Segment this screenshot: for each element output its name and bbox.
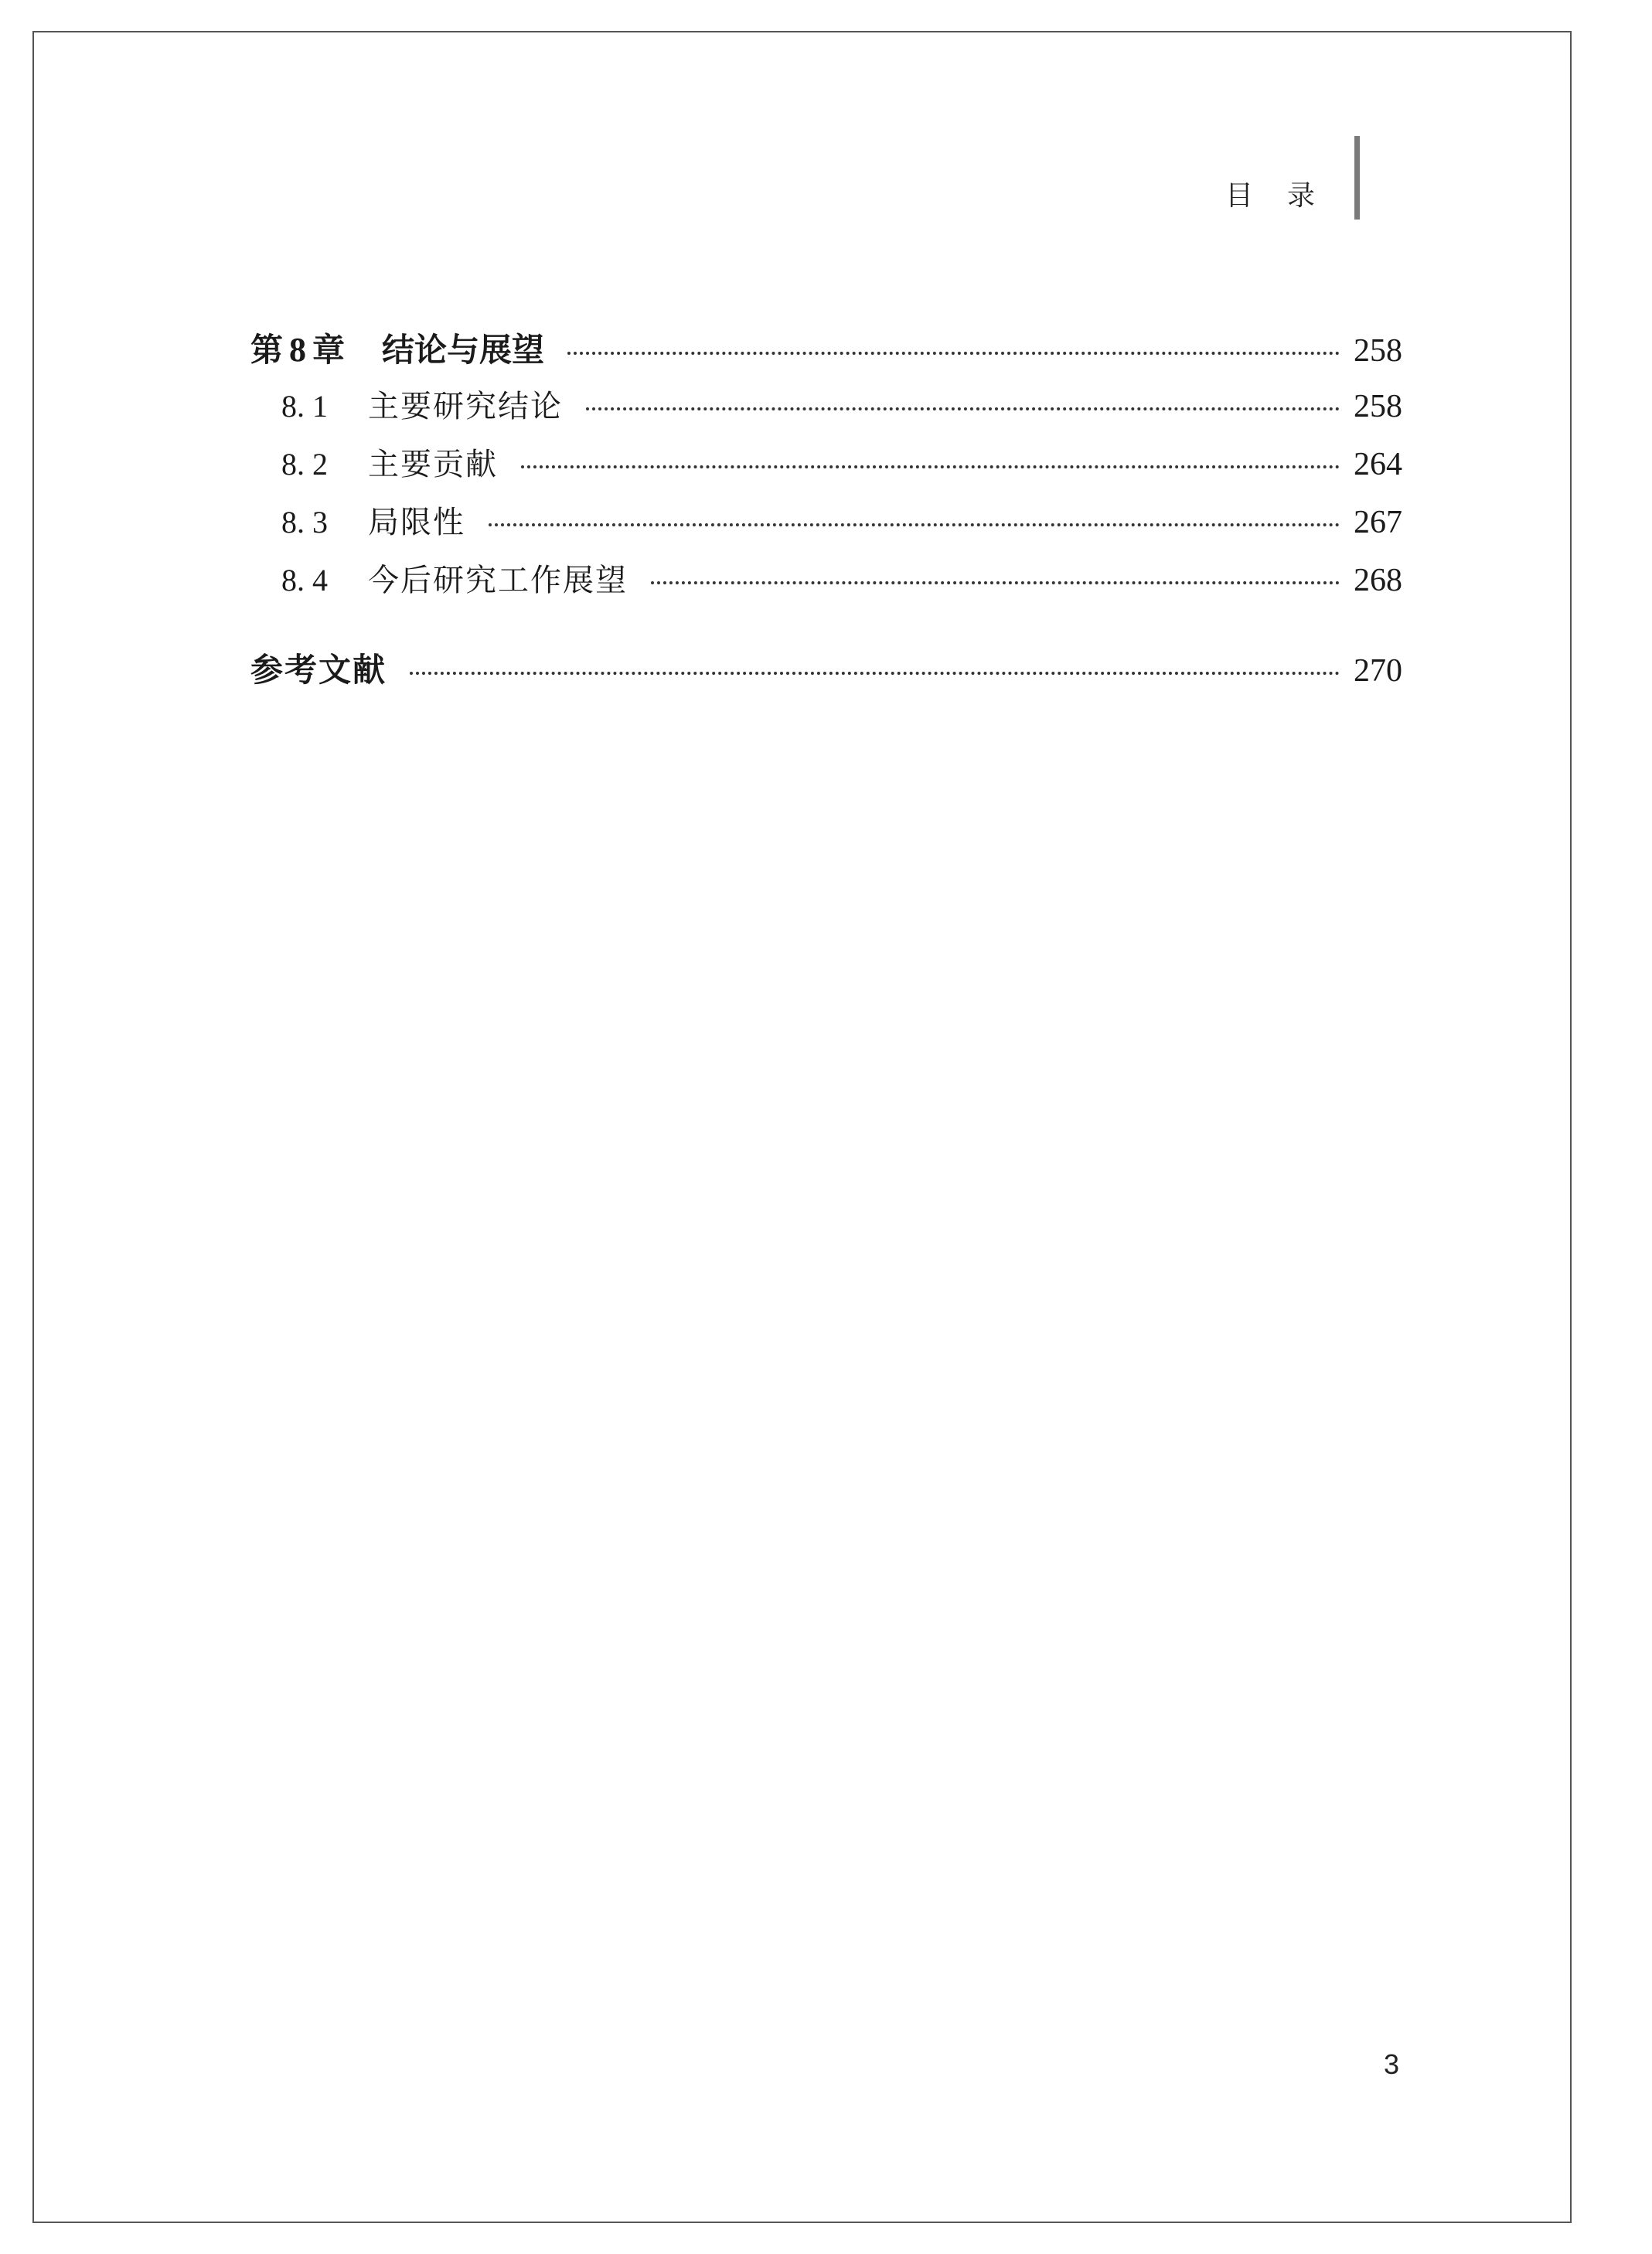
- section-title: 主要贡献: [368, 447, 498, 482]
- section-title: 局限性: [368, 505, 465, 540]
- dot-leader: [521, 465, 1340, 468]
- section-number: 8. 3: [281, 505, 328, 540]
- section-title: 今后研究工作展望: [368, 563, 628, 598]
- chapter-number: 8: [289, 331, 307, 369]
- section-number: 8. 2: [281, 447, 328, 482]
- toc-section-8-3[interactable]: [250, 498, 1402, 556]
- toc-section-8-2[interactable]: [250, 440, 1402, 498]
- toc-section-8-4[interactable]: [250, 556, 1402, 614]
- chapter-label-prefix: 第: [250, 331, 284, 369]
- dot-leader: [651, 581, 1340, 584]
- toc-references[interactable]: [250, 645, 1402, 702]
- dot-leader: [410, 672, 1340, 675]
- references-page-number: 270: [1354, 653, 1402, 689]
- chapter-page-number: 258: [1354, 333, 1402, 369]
- section-number: 8. 4: [281, 563, 328, 598]
- chapter-title: 结论与展望: [382, 331, 545, 369]
- running-header-text: 目录: [1225, 179, 1349, 212]
- dot-leader: [567, 352, 1340, 355]
- references-title: 参考文献: [250, 651, 387, 689]
- section-title: 主要研究结论: [368, 389, 563, 424]
- section-page-number: 264: [1354, 447, 1402, 482]
- table-of-contents: [250, 325, 1402, 702]
- section-page-number: 258: [1354, 389, 1402, 424]
- section-page-number: 267: [1354, 505, 1402, 540]
- chapter-label-suffix: 章: [312, 331, 346, 369]
- dot-leader: [489, 523, 1340, 526]
- header-rule: [1354, 136, 1360, 220]
- toc-chapter-8[interactable]: [250, 325, 1402, 382]
- running-header: [1225, 136, 1349, 220]
- page-number: 3: [1384, 2048, 1400, 2080]
- toc-section-8-1[interactable]: [250, 382, 1402, 440]
- dot-leader: [586, 407, 1340, 410]
- section-number: 8. 1: [281, 389, 328, 424]
- section-page-number: 268: [1354, 563, 1402, 598]
